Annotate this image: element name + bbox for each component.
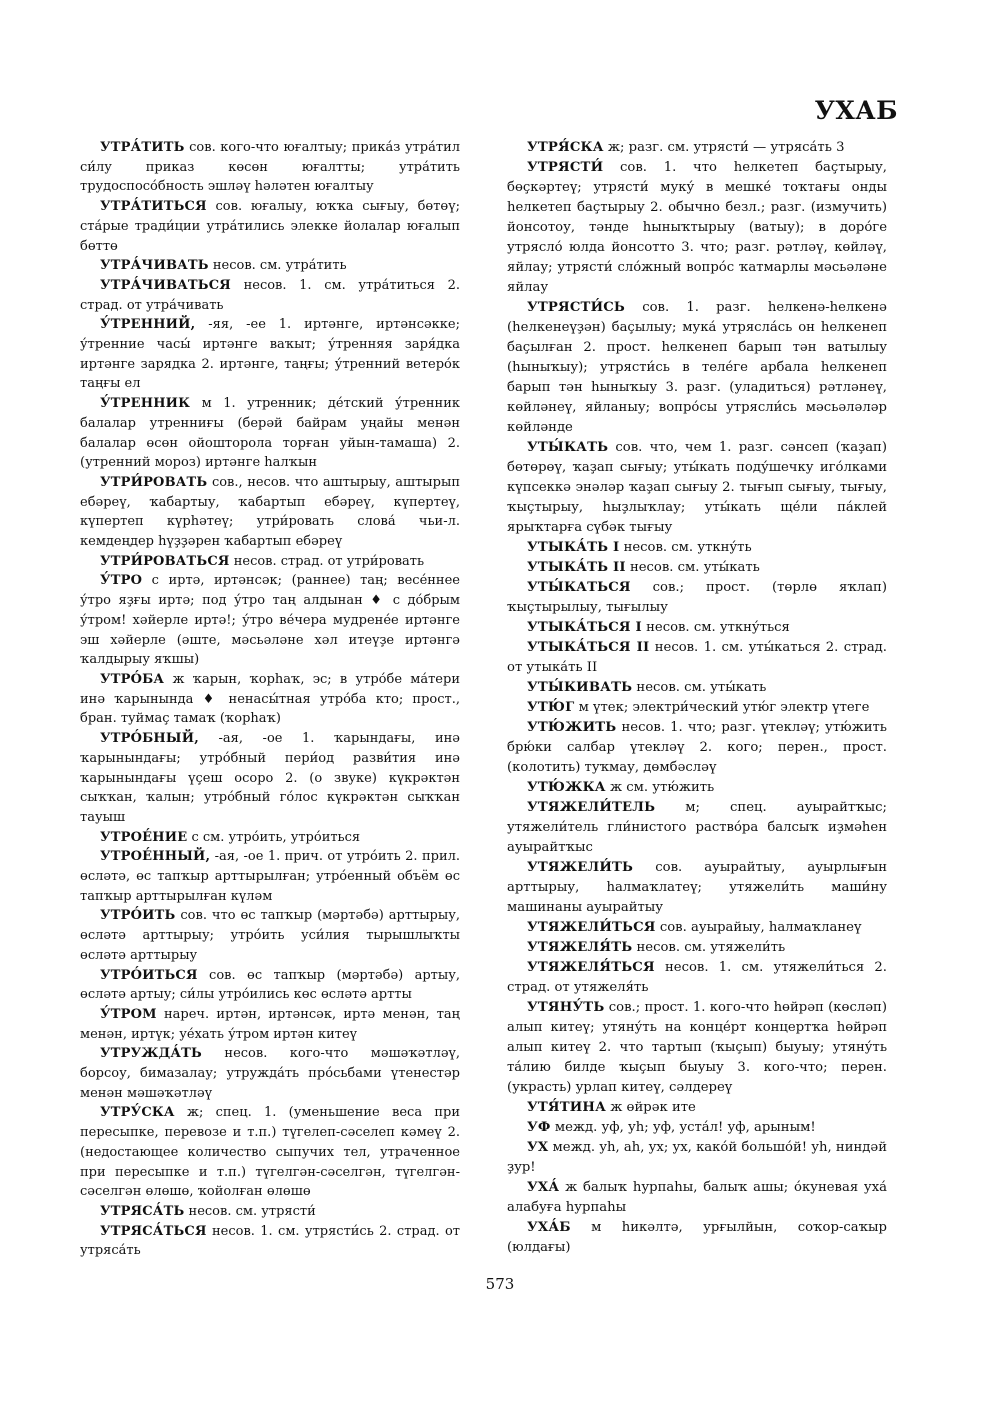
entry-headword: УТРЯСТИ́СЬ [527,300,626,315]
dictionary-entry [80,197,460,256]
dictionary-entry [80,1005,460,1044]
dictionary-entry [507,798,887,858]
entry-headword: УХА́Б [527,1220,571,1235]
page-number: 573 [485,1275,515,1293]
dictionary-entry [80,966,460,1005]
dictionary-entry [80,138,460,197]
entry-headword: УТРА́ЧИВАТЬ [100,258,209,274]
entry-headword: У́ТРЕННИЙ, [100,317,196,333]
entry-definition: ж; разг. см. утрясти́ — утряса́ть 3 [607,140,845,155]
entry-definition: сов. 1. что һелкетеп баҫтырыу, бөҫкәртеү; утрясти́ муку́ в мешке́ тоҡтағы онды һелкетеп баҫтырыу 2. обычно безл.; разг. (измучить) йонсотоу, тәнде һыныҡтырыу (ватыу); в доро́ге утрясло́ юлда йонсотто 3. что; разг. рәтләү, көйләү, яйлау; утрясти́ сло́жный вопро́с ҡатмарлы мәсьәләне яйлау [507,160,887,295]
dictionary-entry [507,718,887,778]
dictionary-entry [80,394,460,473]
entry-headword: УТРИ́РОВАТЬ [100,474,208,490]
dictionary-entry [507,538,887,558]
entry-definition: сов. өс тапҡыр (мәртәбә) артыу, өсләтә артыу; си́лы утро́ились көс өсләтә артты [80,967,461,1003]
entry-headword: УТРОЕ́НИЕ [100,829,188,845]
entry-definition: -ая, -ое 1. ҡарындағы, инә ҡарынындағы; утро́бный пери́од разви́тия инә ҡарынындағы үҫеш осоро 2. (о звуке) күкрәктән сыҡҡан, ҡалын; утро́бный го́лос күкрәктән сыҡҡан тауыш [80,731,460,825]
entry-headword: У́ТРЕННИК [100,396,191,412]
dictionary-entry [80,1222,460,1261]
dictionary-entry [80,828,460,848]
dictionary-entry [507,938,887,958]
entry-definition: м; спец. ауырайтҡыс; утяжели́тель гли́нистого раство́ра балсыҡ иҙмәһен ауырайтҡыс [507,800,887,855]
entry-headword: УТЫ́КИВАТЬ [527,680,633,695]
entry-definition: несов. см. уткну́ть [623,540,752,555]
entry-definition: сов.; прост. (төрлө яҡлап) ҡыҫтырылыу, тығылыу [507,580,887,615]
dictionary-entry [80,670,460,729]
dictionary-entry [507,678,887,698]
dictionary-entry [507,1098,887,1118]
entry-definition: сов. ауырайтыу, ауырлығын арттырыу, һалмаҡлатеү; утяжели́ть маши́ну машинаны ауырайтыу [507,860,887,915]
entry-headword: УТЯЖЕЛЯ́ТЬСЯ [527,960,655,975]
dictionary-entry [507,558,887,578]
entry-definition: сов.; прост. 1. кого-что һөйрәп (көсләп) алып китеү; утяну́ть на конце́рт концертҡа һөйрәп алып китеү 2. что тартып (ҡыҫып) быуыу; утяну́ть та́лию билде ҡыҫып быуыу 3. кого-что; перен. (украсть) урлап китеү, сәлдереү [507,1000,887,1095]
entry-definition: несов. кого-что мәшәҡәтләү, борсоу, бимазалау; утружда́ть про́сьбами үтенестәр менән мәшәҡәтләү [80,1046,460,1101]
dictionary-entry [507,618,887,638]
entry-definition: сов., несов. что аштырыу, аштырып ебәреү, ҡабартыу, ҡабартып ебәреү, күпертеү, күпертеп күрһәтеү; утри́ровать слова́ чьи-л. кемдеңдер һүҙҙәрен ҡабартып ебәреү [80,474,460,550]
entry-definition: несов. 1. см. утяжели́ться 2. страд. от утяжеля́ть [507,960,887,995]
entry-headword: УТЯЖЕЛИ́ТЬ [527,860,634,875]
entry-headword: УТЮ́Г [527,700,575,715]
dictionary-entry [80,256,460,276]
dictionary-entry [507,918,887,938]
entry-definition: несов. 1. см. уты́каться 2. страд. от утыка́ть II [507,640,887,675]
entry-definition: ж өйрәк ите [610,1100,696,1115]
entry-definition: ж см. утю́жить [609,780,715,795]
entry-headword: УТЫ́КАТЬСЯ [527,580,631,595]
dictionary-entry [507,298,887,438]
entry-headword: УТРЯ́СКА [527,140,604,155]
dictionary-entry [80,906,460,965]
entry-definition: ж ҡарын, ҡорһаҡ, эс; в утро́бе ма́тери инә ҡарынында ♦ ненасы́тная утро́ба кто; прост., бран. туймаҫ тамаҡ (ҡорһаҡ) [80,671,460,727]
dictionary-entry [507,158,887,298]
entry-headword: УТРЯСА́ТЬСЯ [100,1223,207,1239]
entry-definition: ж балыҡ һурпаһы, балыҡ ашы; о́куневая уха́ алабуға һурпаһы [507,1180,887,1215]
entry-headword: УТРО́БНЫЙ, [100,731,199,747]
dictionary-entry [507,958,887,998]
entry-definition: м 1. утренник; де́тский у́тренник балалар утренниғы (берәй байрам уңайы менән балалар өсөн ойошторола торған уйын-тамаша) 2. (утренний мороз) иртәнге һалҡын [80,396,460,471]
dictionary-entry [80,473,460,552]
entry-headword: УТЮ́ЖИТЬ [527,720,617,735]
entry-headword: УТРО́ИТЬ [100,908,176,924]
running-head: УХАБ [814,96,898,125]
dictionary-entry [80,1202,460,1222]
entry-headword: У́ТРО [100,573,143,589]
entry-headword: УТЮ́ЖКА [527,780,606,795]
entry-definition: несов. см. уты́кать [629,560,760,575]
entry-definition: ж; спец. 1. (уменьшение веса при пересыпке, перевозе и т.п.) түгелеп-сәселеп кәмеү 2. (недостающее количество сыпучих тел, утраченное при пересыпке и т.п.) түгелгән-сәселгән, түгелгән-сәселгән өлөшө, ҡойолған өлөшө [80,1105,460,1200]
dictionary-entry [507,1118,887,1138]
entry-headword: УТЯЖЕЛИ́ТЬСЯ [527,920,656,935]
entry-definition: сов. что өс тапҡыр (мәртәбә) арттырыу, өсләтә арттырыу; утро́ить уси́лия тырышлыҡты өсләтә арттырыу [80,908,460,963]
entry-definition: -ая, -ое 1. прич. от утро́ить 2. прил. өсләтә, өс тапҡыр арттырылған; утро́енный объём өс тапҡыр арттырылған күләм [80,849,460,904]
entry-headword: УТРА́ТИТЬСЯ [100,199,207,215]
entry-headword: УТРО́ИТЬСЯ [100,967,198,983]
entry-definition: сов. кого-что юғалтыу; прика́з утра́тил си́лу приказ көсөн юғалтты; утра́тить трудоспосо́бность эшләү һәләтен юғалтыу [80,140,460,195]
entry-headword: УТРО́БА [100,671,165,687]
entry-headword: УТЯЖЕЛЯ́ТЬ [527,940,633,955]
left-column [80,138,460,1261]
entry-headword: УТРОЕ́ННЫЙ, [100,849,211,865]
entry-definition: несов. 1. что; разг. үтекләү; утю́жить брю́ки салбар үтекләү 2. кого; перен., прост. (колотить) туҡмау, дөмбәсләү [507,720,887,775]
dictionary-entry [507,858,887,918]
entry-headword: УТРА́ТИТЬ [100,140,185,155]
entry-headword: УТРУЖДА́ТЬ [100,1046,202,1062]
entry-definition: сов. 1. разг. һелкенә-һелкенә (һелкенеүҙән) баҫылыу; мука́ утрясла́сь он һелкенеп баҫылған 2. прост. һелкенеп барып тән ватылыу (һыныҡыу); утрясти́сь в теле́ге арбала һелкенеп барып тән һыныҡыу 3. разг. (уладиться) рәтләнеү, көйләнеү, яйланыу; вопро́сы утрясли́сь мәсьәләләр көйләнде [507,300,887,435]
dictionary-entry [80,276,460,315]
entry-definition: м һикәлтә, урғылйын, соҡор-саҡыр (юлдағы) [507,1220,887,1255]
entry-headword: УТРА́ЧИВАТЬСЯ [100,277,231,293]
dictionary-entry [507,1218,887,1258]
entry-definition: сов. юғалыу, юҡҡа сығыу, бөтөү; ста́рые тради́ции утра́тились элекке йолалар юғалып бөттө [80,199,460,254]
entry-definition: -яя, -ее 1. иртәнге, иртәнсәкке; у́тренние часы́ иртәнге ваҡыт; у́тренняя заря́дка иртәнге зарядка 2. иртәнге, таңғы; у́тренний ветеро́к таңғы ел [80,317,460,392]
dictionary-entry [80,847,460,906]
dictionary-entry [80,1103,460,1202]
dictionary-entry [507,1138,887,1178]
entry-definition: несов. страд. от утри́ровать [233,553,425,569]
dictionary-entry [80,315,460,394]
dictionary-entry [507,998,887,1098]
entry-headword: УТЫКА́ТЬ I [527,540,620,555]
entry-definition: несов. см. утяжели́ть [636,940,786,955]
dictionary-entry [80,552,460,572]
dictionary-entry [80,729,460,828]
entry-definition: несов. 1. см. утрясти́сь 2. страд. от утряса́ть [80,1223,460,1259]
dictionary-entry [507,578,887,618]
entry-definition: несов. 1. см. утра́титься 2. страд. от утра́чивать [80,277,460,313]
entry-definition: с см. утро́ить, утро́иться [191,829,361,845]
entry-definition: межд. уһ, аһ, ух; ух, како́й большо́й! уһ, ниндәй ҙур! [507,1140,887,1175]
dictionary-entry [507,1178,887,1218]
dictionary-entry [507,638,887,678]
entry-definition: с иртә, иртәнсәк; (раннее) таң; весе́ннее у́тро яҙғы иртә; под у́тро таң алдынан ♦ с до́брым у́тром! хәйерле иртә!; у́тро ве́чера мудрене́е иртәнге эш хәйерле (әште, мәсьәләне хәл итеүҙе иртәнгә ҡалдырыу яҡшы) [80,573,460,668]
entry-headword: УТЫКА́ТЬ II [527,560,626,575]
entry-headword: УТРУ́СКА [100,1105,175,1121]
entry-headword: УТЯНУ́ТЬ [527,1000,605,1015]
entry-definition: несов. см. уткну́ться [646,620,790,635]
entry-headword: УТРЯСТИ́ [527,160,604,175]
entry-definition: несов. см. утрясти́ [188,1203,316,1219]
entry-definition: межд. уф, уһ; уф, уста́л! уф, арыным! [554,1120,816,1135]
entry-definition: несов. см. уты́кать [636,680,767,695]
entry-headword: УТЫ́КАТЬ [527,440,609,455]
right-column [507,138,887,1258]
entry-headword: УТРЯСА́ТЬ [100,1203,185,1219]
entry-definition: нареч. иртән, иртәнсәк, иртә менән, таң менән, иртүк; уе́хать у́тром иртән китеү [80,1006,460,1042]
entry-headword: УТЫКА́ТЬСЯ I [527,620,642,635]
entry-headword: УТЫКА́ТЬСЯ II [527,640,650,655]
entry-headword: УХ [527,1140,549,1155]
dictionary-entry [507,438,887,538]
entry-definition: м үтек; электри́ческий утю́г электр үтеге [578,700,870,715]
entry-headword: УХА́ [527,1180,560,1195]
entry-definition: несов. см. утра́тить [212,258,347,274]
entry-headword: УТЯЖЕЛИ́ТЕЛЬ [527,800,656,815]
entry-definition: сов. ауырайыу, һалмаҡланеү [659,920,862,935]
dictionary-entry [507,778,887,798]
entry-headword: УТЯ́ТИНА [527,1100,607,1115]
entry-definition: сов. что, чем 1. разг. сәнсеп (ҡаҙап) бөтөрөү, ҡаҙап сығыу; уты́кать поду́шечку иго́лками күпсеккә энәләр ҡаҙап сығыу 2. тығып сығыу, тығыу, ҡыҫтырыу, һыҙлыҡлау; уты́кать ще́ли па́клей ярыҡтарға сүбәк тығыу [507,440,887,535]
entry-headword: УТРИ́РОВАТЬСЯ [100,553,230,569]
dictionary-entry [507,138,887,158]
entry-headword: У́ТРОМ [100,1006,157,1022]
entry-headword: УФ [527,1120,551,1135]
dictionary-entry [80,571,460,670]
dictionary-entry [507,698,887,718]
dictionary-entry [80,1044,460,1103]
